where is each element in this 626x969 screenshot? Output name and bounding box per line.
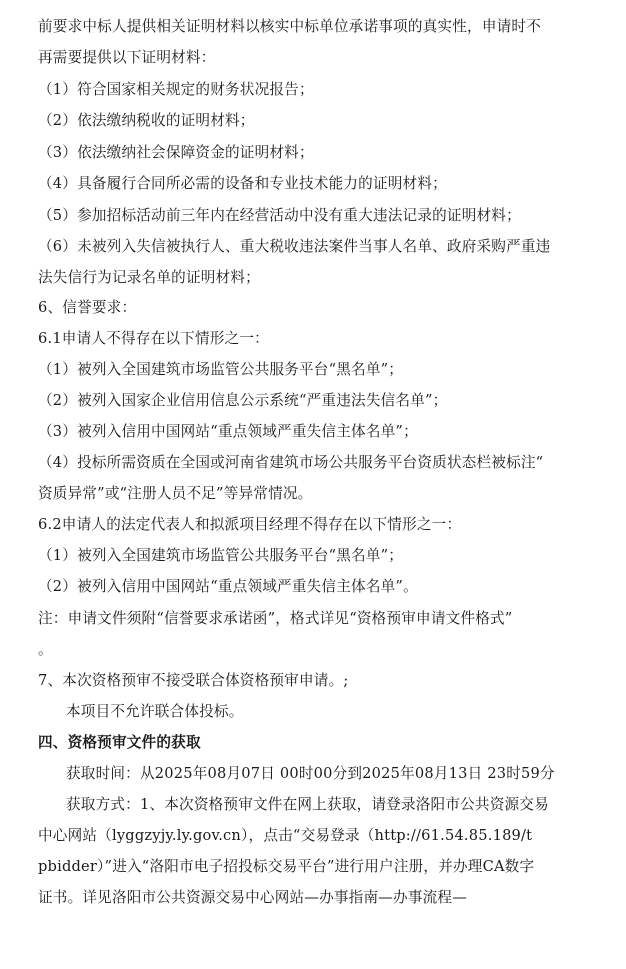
text-line: 法失信行为记录名单的证明材料； [38, 269, 260, 286]
list-item: （5）参加招标活动前三年内在经营活动中没有重大违法记录的证明材料； [38, 207, 521, 224]
list-item: （6）未被列入失信被执行人、重大税收违法案件当事人名单、政府采购严重违 [38, 238, 551, 255]
list-item: （1）符合国家相关规定的财务状况报告； [38, 81, 314, 98]
list-item: （3）被列入信用中国网站“重点领域严重失信主体名单”； [38, 423, 418, 440]
text-line: 本项目不允许联合体投标。 [66, 703, 244, 720]
list-item: （3）依法缴纳社会保障资金的证明材料； [38, 144, 314, 161]
text-line: 再需要提供以下证明材料： [38, 49, 216, 66]
list-item: （2）依法缴纳税收的证明材料； [38, 112, 255, 129]
chapter-heading: 四、资格预审文件的获取 [38, 734, 201, 751]
subsection-heading: 6.2申请人的法定代表人和拟派项目经理不得存在以下情形之一： [38, 516, 462, 533]
text-line: 中心网站（lyggzyjy.ly.gov.cn），点击“交易登录（http://61.54.85.189/t [38, 827, 533, 844]
acquisition-method: 获取方式：1、本次资格预审文件在网上获取，请登录洛阳市公共资源交易 [66, 796, 549, 813]
text-line: 证书。详见洛阳市公共资源交易中心网站—办事指南—办事流程— [38, 889, 468, 906]
acquisition-time: 获取时间：从2025年08月07日 00时00分到2025年08月13日 23时59分 [66, 765, 555, 782]
list-item: （2）被列入信用中国网站“重点领域严重失信主体名单”。 [38, 578, 418, 595]
list-item: （1）被列入全国建筑市场监管公共服务平台“黑名单”； [38, 547, 404, 564]
list-item: （2）被列入国家企业信用信息公示系统“严重违法失信名单”； [38, 392, 448, 409]
text-line: 前要求中标人提供相关证明材料以核实中标单位承诺事项的真实性，申请时不 [38, 18, 541, 35]
subsection-heading: 6.1申请人不得存在以下情形之一： [38, 330, 269, 347]
list-item: （4）具备履行合同所必需的设备和专业技术能力的证明材料； [38, 175, 447, 192]
text-line: 。 [38, 641, 53, 658]
section-heading: 6、信誉要求： [38, 299, 137, 316]
text-line: pbidder）”进入“洛阳市电子招投标交易平台”进行用户注册，并办理CA数字 [38, 858, 535, 875]
list-item: （4）投标所需资质在全国或河南省建筑市场公共服务平台资质状态栏被标注“ [38, 454, 544, 471]
note-line: 注：申请文件须附“信誉要求承诺函”，格式详见“资格预审申请文件格式” [38, 610, 513, 627]
section-heading: 7、本次资格预审不接受联合体资格预审申请。; [38, 672, 349, 689]
list-item: （1）被列入全国建筑市场监管公共服务平台“黑名单”； [38, 361, 404, 378]
text-line: 资质异常”或“注册人员不足”等异常情况。 [38, 485, 313, 502]
